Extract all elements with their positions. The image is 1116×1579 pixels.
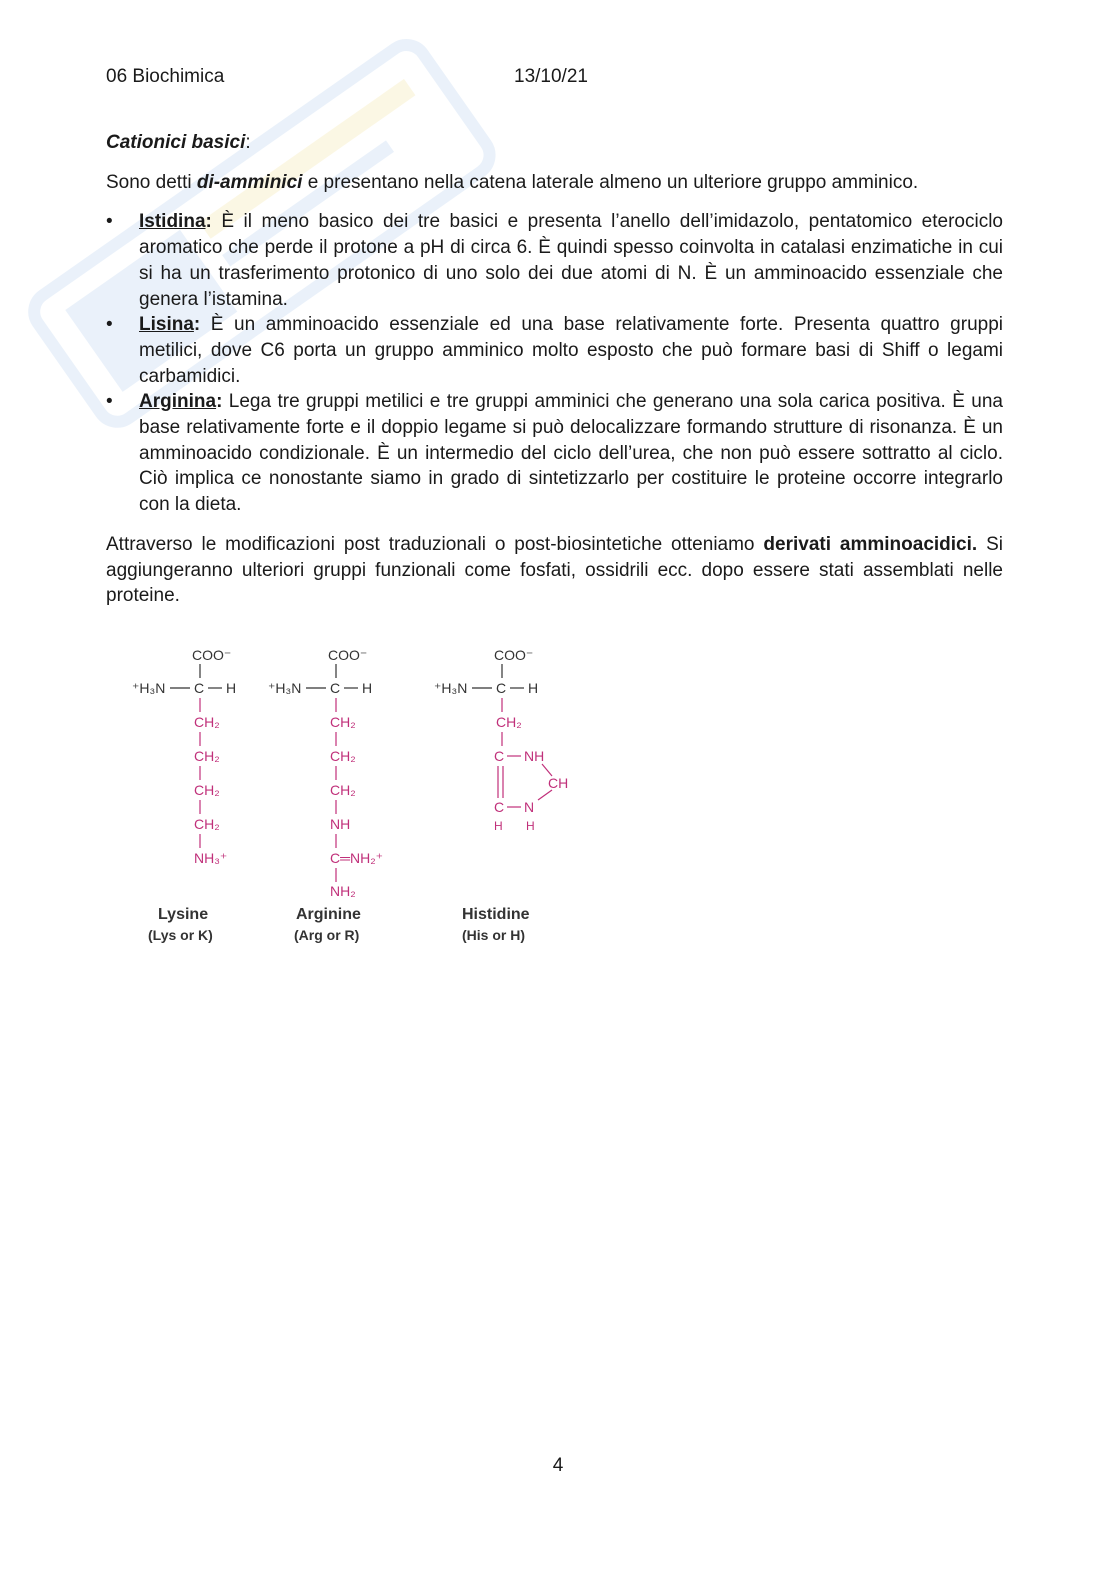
closing-keyword: derivati amminoacidici. (763, 533, 978, 555)
term-colon: : (216, 391, 223, 413)
arginine-carboxyl: COO⁻ (328, 647, 368, 663)
histidine-h-right: H (526, 819, 535, 833)
lysine-chain-1: CH₂ (194, 714, 220, 730)
intro-text-before: Sono detti (106, 171, 197, 193)
list-item-istidina (106, 209, 1003, 312)
arginine-amino: ⁺H₃N (268, 680, 302, 696)
lysine-code: (Lys or K) (148, 927, 213, 943)
document-header-date: 13/10/21 (514, 66, 588, 87)
closing-text-before: Attraverso le modificazioni post traduzionali o post-biosintetiche otteniamo (106, 533, 764, 555)
term-colon: : (205, 211, 212, 233)
description-lisina: È un amminoacido essenziale ed una base relativamente forte. Presenta quattro gruppi metilici, dove C6 porta un gruppo amminico molto esposto che può formare basi di Shiff o legami carbamidici. (139, 314, 1003, 387)
closing-text-after: Si aggiungeranno ulteriori gruppi funzionali come fosfati, ossidrili ecc. dopo essere stati assemblati nelle proteine. (106, 533, 1003, 607)
lysine-chain-4: CH₂ (194, 816, 220, 832)
lysine-hydrogen: H (226, 680, 237, 696)
intro-keyword: di-amminici (196, 171, 303, 193)
arginine-name: Arginine (296, 906, 361, 923)
list-item-arginina (106, 389, 1003, 518)
arginine-chain-2: CH₂ (330, 748, 356, 764)
bullet-dot: • (106, 211, 113, 233)
arginine-chain-4: NH (330, 816, 351, 832)
term-istidina: Istidina (139, 211, 206, 233)
histidine-alpha-carbon: C (496, 680, 507, 696)
intro-paragraph (106, 170, 1003, 196)
histidine-code: (His or H) (462, 927, 525, 943)
section-title-text: Cationici basici (106, 132, 246, 153)
amino-acid-list (106, 209, 1003, 517)
lysine-carboxyl: COO⁻ (192, 647, 232, 663)
term-colon: : (193, 314, 201, 336)
lysine-chain-2: CH₂ (194, 748, 220, 764)
document-header-title: 06 Biochimica (106, 66, 225, 87)
histidine-ring-c5: C (494, 799, 505, 815)
arginine-alpha-carbon: C (330, 680, 341, 696)
section-title-colon: : (245, 132, 251, 153)
lysine-structure (132, 647, 236, 943)
page-number: 4 (552, 1455, 564, 1476)
lysine-alpha-carbon: C (194, 680, 205, 696)
arginine-chain-6: NH₂ (330, 883, 356, 899)
description-istidina: È il meno basico dei tre basici e presenta l’anello dell’imidazolo, pentatomico eterociclo aromatico che perde il protone a pH di circa 6. È quindi spesso coinvolta in catalasi enzimatiche in cui si ha un trasferimento protonico di uno solo dei due atomi di N. È un amminoacido essenziale che genera l’istamina. (139, 211, 1003, 310)
closing-paragraph (106, 532, 1003, 609)
histidine-ring-n: N (524, 799, 535, 815)
list-item-lisina (106, 312, 1003, 389)
term-arginina: Arginina (139, 391, 217, 413)
section-title (106, 130, 1003, 156)
bullet-dot: • (106, 314, 113, 336)
arginine-chain-1: CH₂ (330, 714, 356, 730)
histidine-ring-ch: CH (548, 775, 569, 791)
arginine-chain-5: C═NH₂⁺ (330, 850, 384, 866)
histidine-chain-1: CH₂ (496, 714, 522, 730)
description-arginina: Lega tre gruppi metilici e tre gruppi amminici che generano una sola carica positiva. È una base relativamente forte e il doppio legame si può delocalizzare formando strutture di risonanza. È un amminoacido condizionale. È un intermedio del ciclo dell’urea, che non può essere sottratto al ciclo. Ciò implica ce nonostante siamo in grado di sintetizzarlo per costituire le proteine occorre integrarlo con la dieta. (139, 391, 1003, 516)
amino-acid-structures-figure (124, 640, 604, 960)
histidine-carboxyl: COO⁻ (494, 647, 534, 663)
arginine-hydrogen: H (362, 680, 373, 696)
histidine-ring-nh: NH (524, 748, 545, 764)
lysine-chain-3: CH₂ (194, 782, 220, 798)
structures-svg (124, 640, 604, 960)
histidine-h-left: H (494, 819, 503, 833)
histidine-ring-c4: C (494, 748, 505, 764)
lysine-name: Lysine (158, 906, 209, 923)
term-lisina: Lisina (139, 314, 194, 336)
intro-text-after: e presentano nella catena laterale almeno un ulteriore gruppo amminico. (302, 171, 919, 193)
lysine-amino: ⁺H₃N (132, 680, 166, 696)
arginine-structure (268, 647, 383, 943)
document-body (106, 130, 1003, 609)
histidine-structure (434, 647, 568, 943)
bullet-dot: • (106, 391, 113, 413)
histidine-amino: ⁺H₃N (434, 680, 468, 696)
lysine-chain-5: NH₃⁺ (194, 850, 228, 866)
histidine-hydrogen: H (528, 680, 539, 696)
arginine-chain-3: CH₂ (330, 782, 356, 798)
histidine-name: Histidine (462, 906, 530, 923)
arginine-code: (Arg or R) (294, 927, 360, 943)
